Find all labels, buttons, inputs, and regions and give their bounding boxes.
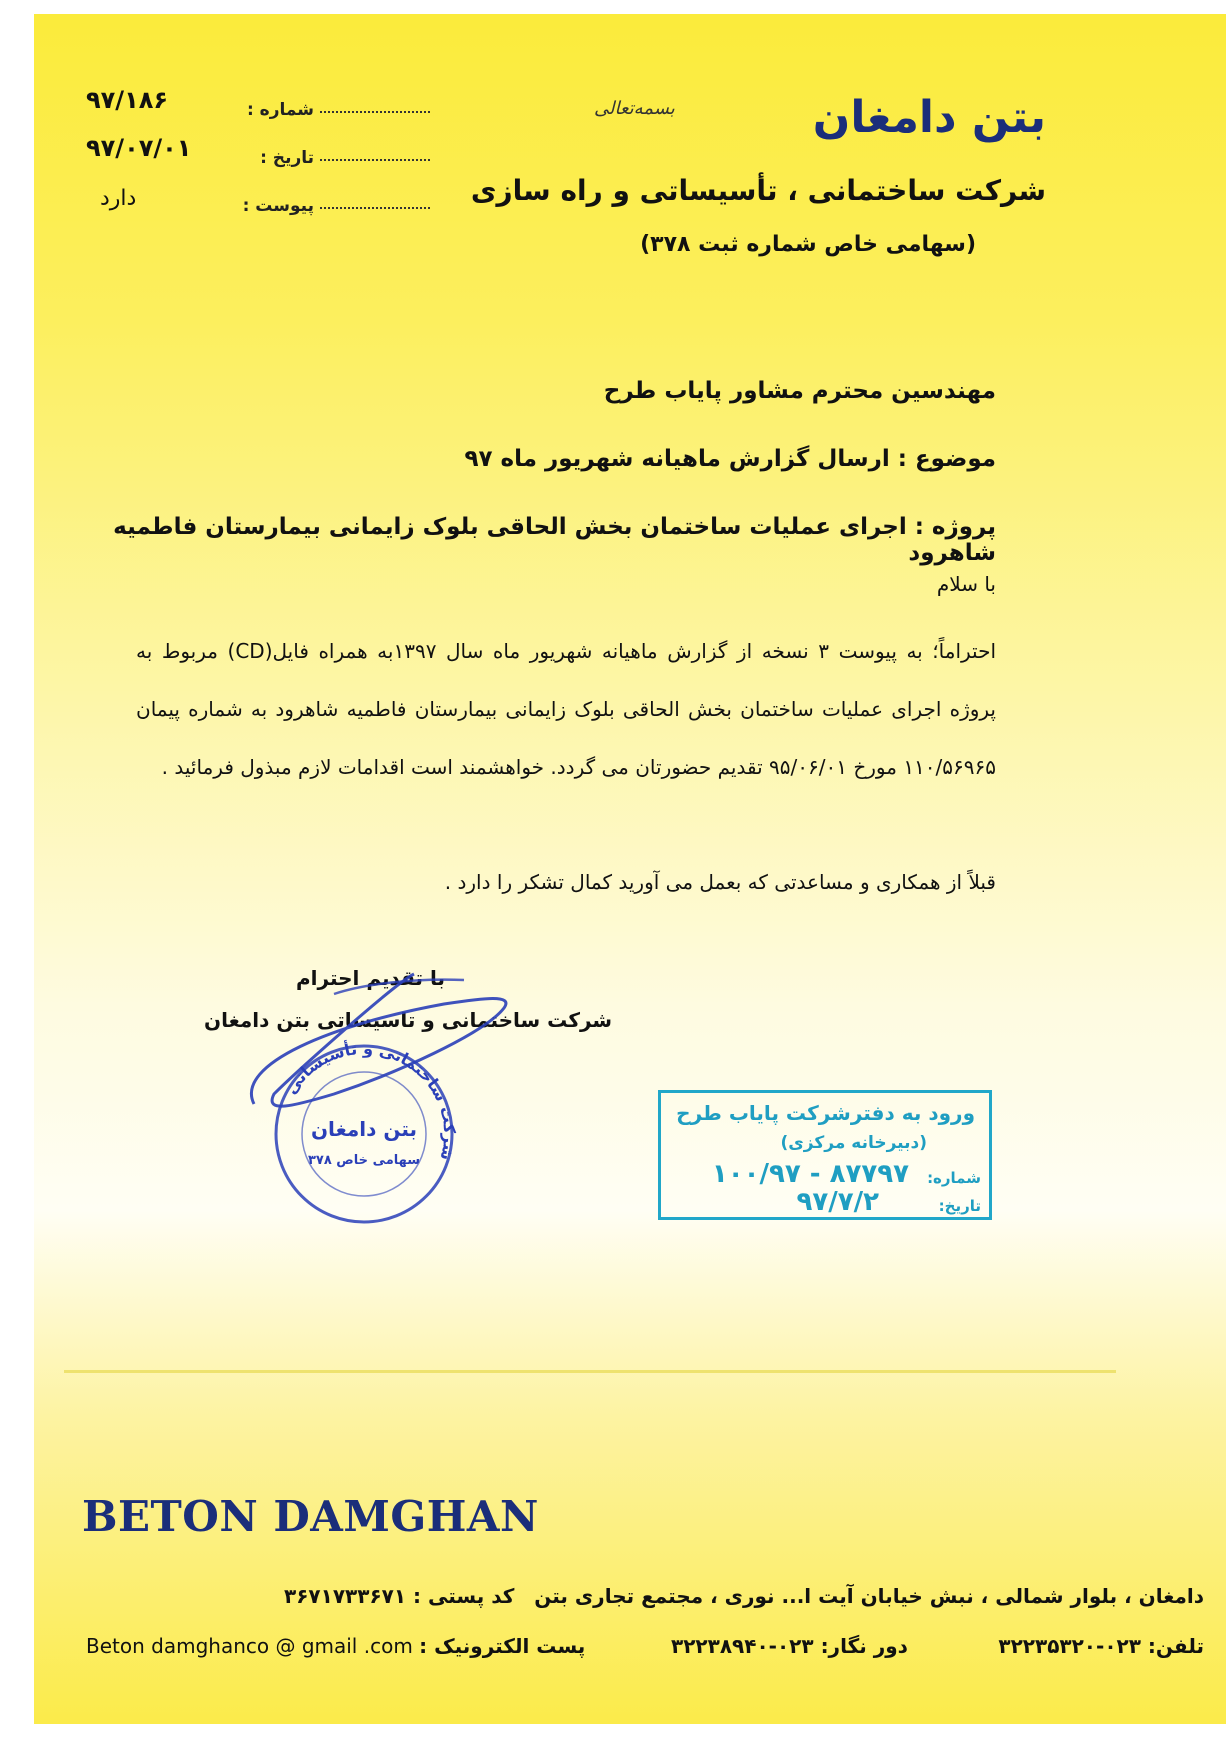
letter-body: احتراماً؛ به پیوست ۳ نسخه از گزارش ماهیانه شهریور ماه سال ۱۳۹۷به همراه فایل(CD) مربوط به پروژه اجرای عملیات ساختمان بخش الحاقی بلوک زایمانی بیمارستان فاطمیه شاهرود به شماره پیمان ۱۱۰/۵۶۹۶۵ مورخ ۹۵/۰۶/۰۱ تقدیم حضورتان می گردد. خواهشمند است اقدامات لازم مبذول فرمائید .: [136, 639, 997, 779]
company-registration: (سهامی خاص شماره ثبت ۳۷۸): [640, 232, 976, 257]
fax-label: دور نگار:: [820, 1634, 908, 1658]
fax-value: ۰۲۳-۳۲۲۳۸۹۴۰: [671, 1634, 814, 1658]
signature-closing: با تقدیم احترام: [296, 966, 445, 990]
email-row: [86, 1634, 585, 1658]
attachment-label: پیوست :: [242, 196, 314, 216]
seal-ring-text: شرکت ساختمانی و تأسیساتی: [281, 1038, 460, 1163]
dotted-line: [320, 203, 430, 209]
number-label: شماره :: [246, 100, 314, 120]
stamp-number-label: شماره:: [927, 1169, 981, 1187]
dotted-line: [320, 107, 430, 113]
letterhead-page: [34, 14, 1226, 1724]
date-label: تاریخ :: [260, 148, 314, 168]
attachment-row: [224, 196, 430, 216]
stamp-date-label: تاریخ:: [938, 1197, 981, 1215]
number-value: ۹۷/۱۸۶: [86, 86, 169, 114]
basmala: بسمه‌تعالی: [594, 98, 675, 119]
attachment-value: دارد: [100, 186, 137, 211]
date-row: [224, 148, 430, 168]
seal-center-text: بتن دامغان: [310, 1117, 418, 1141]
postal-code: [284, 1584, 514, 1608]
fax-row: [671, 1634, 908, 1658]
postal-label: کد پستی :: [413, 1584, 515, 1608]
email-value: Beton damghanco @ gmail .com: [86, 1634, 413, 1658]
recipient: مهندسین محترم مشاور پایاب طرح: [603, 378, 996, 404]
stamp-date-value: ۹۷/۷/۲: [796, 1187, 879, 1217]
company-seal-icon: [214, 964, 554, 1224]
email-label: پست الکترونیک :: [419, 1634, 586, 1658]
phone-label: تلفن:: [1147, 1634, 1204, 1658]
company-subtitle: شرکت ساختمانی ، تأسیساتی و راه سازی: [470, 174, 1046, 207]
subject: موضوع : ارسال گزارش ماهیانه شهریور ماه ۹۷: [464, 446, 996, 472]
company-address: دامغان ، بلوار شمالی ، نبش خیابان آیت ا... نوری ، مجتمع تجاری بتن: [534, 1584, 1204, 1608]
stamp-subtitle: (دبیرخانه مرکزی): [780, 1133, 927, 1153]
date-value: ۹۷/۰۷/۰۱: [86, 134, 192, 162]
received-stamp: [658, 1090, 992, 1220]
signature-company: شرکت ساختمانی و تاسیساتی بتن دامغان: [204, 1008, 613, 1032]
stamp-title: ورود به دفترشرکت پایاب طرح: [676, 1101, 975, 1125]
number-row: [224, 100, 430, 120]
dotted-line: [320, 155, 430, 161]
greeting: با سلام: [936, 572, 996, 596]
postal-value: ۳۶۷۱۷۳۳۶۷۱: [284, 1584, 407, 1608]
phone-value: ۰۲۳-۳۲۲۳۵۳۲۰: [998, 1634, 1141, 1658]
phone-row: [998, 1634, 1204, 1658]
seal-reg-text: سهامی خاص ۳۷۸: [307, 1153, 421, 1168]
thanks-line: قبلاً از همکاری و مساعدتی که بعمل می آورید کمال تشکر را دارد .: [444, 870, 996, 894]
brand-name-english: BETON DAMGHAN: [82, 1492, 539, 1541]
project: پروژه : اجرای عملیات ساختمان بخش الحاقی بلوک زایمانی بیمارستان فاطمیه شاهرود: [113, 514, 996, 566]
company-name: بتن دامغان: [812, 92, 1046, 143]
stamp-number-value: ۱۰۰/۹۷ - ۸۷۷۹۷: [711, 1159, 909, 1189]
footer-divider: [64, 1370, 1116, 1373]
